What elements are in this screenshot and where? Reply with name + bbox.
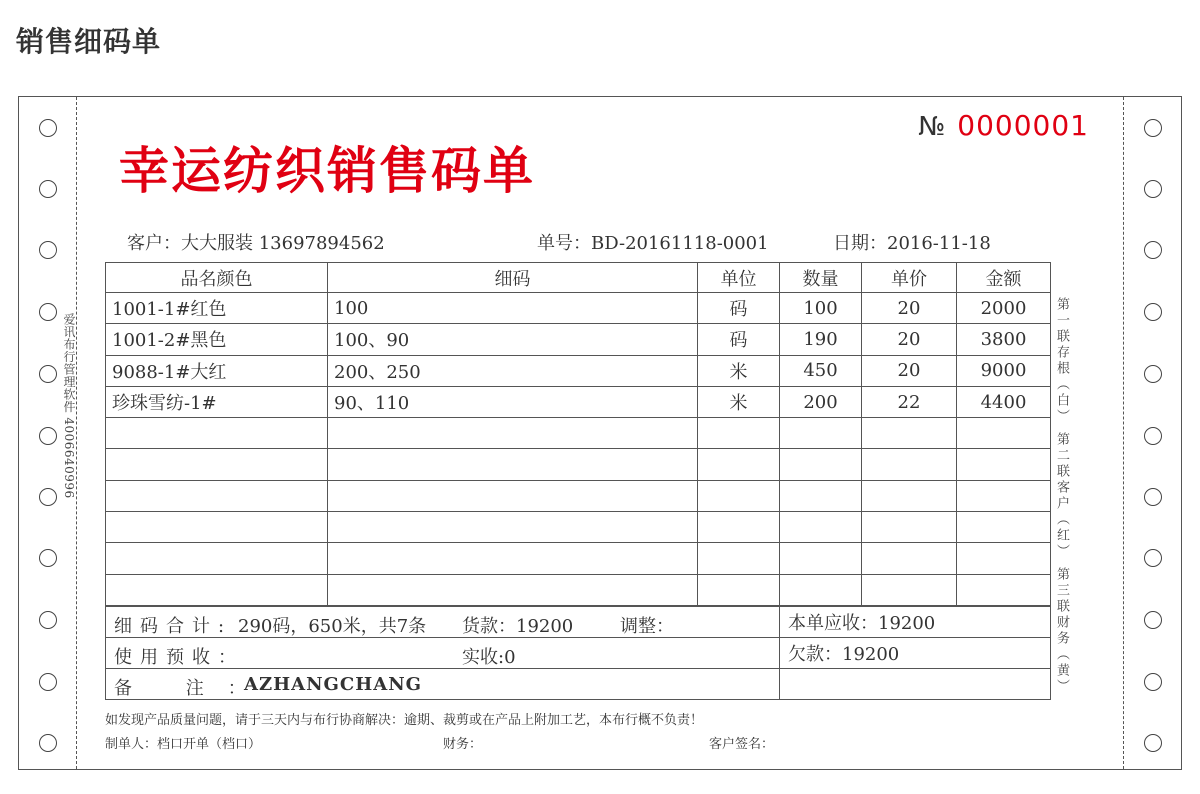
empty-cell [780,543,862,574]
punch-hole-icon [39,734,57,752]
remark-label: 备 注： [114,678,270,699]
punch-hole-icon [1144,488,1162,506]
empty-cell [328,480,698,511]
order-date: 日期：2016-11-18 [833,233,991,254]
table-row-empty [106,574,1051,605]
form-title: 幸运纺织销售码单 [119,142,535,200]
table-row-empty [106,418,1051,449]
empty-cell [862,574,957,605]
cell-product: 珍珠雪纺-1# [106,386,328,417]
punch-hole-icon [39,427,57,445]
right-perforation-strip [1123,97,1181,769]
size-total-value: 290码，650米，共7条 [238,616,427,637]
punch-hole-icon [39,119,57,137]
prepaid-label: 使用预收： [114,647,244,668]
serial-prefix: № [918,112,946,142]
remark-value: AZHANGCHANG [244,674,423,695]
remark-cell [106,669,780,700]
maker-field: 制单人：档口开单（档口） [105,737,262,752]
punch-hole-icon [1144,673,1162,691]
punch-hole-icon [39,303,57,321]
empty-cell [780,480,862,511]
empty-cell [862,449,957,480]
adjustment: 调整： [620,616,674,637]
table-row [106,386,1051,417]
empty-cell [780,418,862,449]
serial-value: 0000001 [957,109,1089,142]
summary-table [105,606,1051,700]
empty-cell [328,543,698,574]
empty-cell [780,669,1051,700]
punch-hole-icon [1144,119,1162,137]
empty-cell [862,543,957,574]
punch-hole-icon [1144,365,1162,383]
empty-cell [862,418,957,449]
serial-number [918,109,1089,142]
cell-price: 20 [862,355,957,386]
cell-unit: 米 [698,355,780,386]
empty-cell [957,543,1051,574]
table-header-row [106,263,1051,293]
table-row [106,355,1051,386]
table-row-empty [106,543,1051,574]
cell-unit: 米 [698,386,780,417]
cell-unit: 码 [698,324,780,355]
empty-cell [957,480,1051,511]
punch-hole-icon [1144,549,1162,567]
punch-hole-icon [39,673,57,691]
owed-amount: 欠款：19200 [780,638,1051,669]
header-price: 单价 [862,263,957,293]
header-quantity: 数量 [780,263,862,293]
header-product: 品名颜色 [106,263,328,293]
sales-slip-form [18,96,1182,770]
order-number: 单号：BD-20161118-0001 [537,233,769,254]
cell-sizes: 200、250 [328,355,698,386]
summary-row-payment [106,638,1051,669]
cell-sizes: 100 [328,293,698,324]
empty-cell [957,449,1051,480]
cell-quantity: 200 [780,386,862,417]
punch-hole-icon [1144,180,1162,198]
empty-cell [957,512,1051,543]
empty-cell [957,418,1051,449]
empty-cell [328,418,698,449]
cell-price: 22 [862,386,957,417]
cell-sizes: 100、90 [328,324,698,355]
size-total-label: 细码合计: [114,616,233,637]
cell-amount: 2000 [957,293,1051,324]
punch-hole-icon [1144,734,1162,752]
table-row-empty [106,480,1051,511]
cell-product: 9088-1#大红 [106,355,328,386]
cell-product: 1001-1#红色 [106,293,328,324]
empty-cell [106,480,328,511]
punch-hole-icon [1144,303,1162,321]
summary-row-totals [106,607,1051,638]
empty-cell [698,449,780,480]
payment-cell [106,638,780,669]
receivable: 本单应收：19200 [780,607,1051,638]
empty-cell [698,543,780,574]
table-row [106,324,1051,355]
punch-hole-icon [39,549,57,567]
cell-quantity: 450 [780,355,862,386]
received-amount: 实收:0 [462,647,516,668]
empty-cell [106,574,328,605]
summary-row-remark [106,669,1051,700]
goods-amount: 货款：19200 [462,616,574,637]
customer-signature-field: 客户签名： [709,737,775,752]
empty-cell [328,574,698,605]
empty-cell [106,449,328,480]
empty-cell [957,574,1051,605]
empty-cell [106,512,328,543]
empty-cell [698,512,780,543]
header-sizes: 细码 [328,263,698,293]
empty-cell [780,574,862,605]
empty-cell [698,574,780,605]
cell-quantity: 100 [780,293,862,324]
punch-hole-icon [39,611,57,629]
empty-cell [328,512,698,543]
cell-amount: 9000 [957,355,1051,386]
empty-cell [862,512,957,543]
header-amount: 金额 [957,263,1051,293]
table-row [106,293,1051,324]
empty-cell [862,480,957,511]
punch-hole-icon [1144,241,1162,259]
empty-cell [698,480,780,511]
cell-product: 1001-2#黑色 [106,324,328,355]
items-table [105,262,1051,606]
cell-quantity: 190 [780,324,862,355]
software-vendor-text: 爱讯布行管理软件 4006640996 [62,313,76,499]
cell-sizes: 90、110 [328,386,698,417]
cell-amount: 4400 [957,386,1051,417]
punch-hole-icon [39,488,57,506]
empty-cell [780,512,862,543]
totals-cell [106,607,780,638]
punch-hole-icon [39,180,57,198]
empty-cell [106,418,328,449]
cell-price: 20 [862,324,957,355]
punch-hole-icon [1144,611,1162,629]
empty-cell [328,449,698,480]
punch-hole-icon [39,241,57,259]
header-unit: 单位 [698,263,780,293]
finance-field: 财务： [443,737,483,752]
customer-info: 客户：大大服装 13697894562 [127,233,385,254]
page-heading: 销售细码单 [16,25,162,58]
empty-cell [698,418,780,449]
punch-hole-icon [1144,427,1162,445]
cell-unit: 码 [698,293,780,324]
quality-notice: 如发现产品质量问题，请于三天内与布行协商解决：逾期、裁剪或在产品上附加工艺，本布行概不负责！ [105,713,704,728]
cell-amount: 3800 [957,324,1051,355]
empty-cell [780,449,862,480]
table-row-empty [106,449,1051,480]
empty-cell [106,543,328,574]
cell-price: 20 [862,293,957,324]
copy-distribution-text: 第一联存根（白） 第二联客户（红） 第三联财务（黄） [1054,297,1069,696]
table-row-empty [106,512,1051,543]
punch-hole-icon [39,365,57,383]
